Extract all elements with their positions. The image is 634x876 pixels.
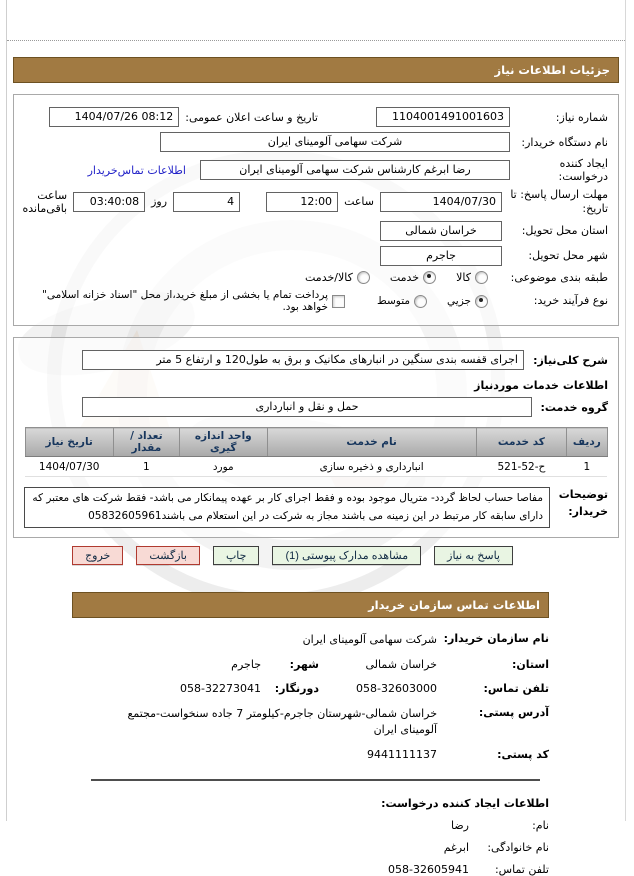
delivery-province-label: استان محل تحویل: [521, 223, 608, 237]
need-description-field[interactable]: اجرای قفسه بندی سنگین در انبارهای مکانیک و برق به طول120 و ارتفاع 5 متر [82, 350, 524, 370]
city-value: جاجرم [231, 658, 261, 672]
col-date: تاریخ نیاز [25, 428, 113, 457]
need-number-label: شماره نیاز: [555, 110, 608, 124]
city-label: شهر: [289, 658, 319, 672]
col-code: کد خدمت [476, 428, 567, 457]
request-creator-section [90, 797, 549, 876]
radio-selected-icon[interactable] [475, 295, 488, 308]
cell-code: ح-52-521 [476, 457, 567, 477]
reply-to-need-button[interactable]: پاسخ به نیاز [434, 546, 513, 565]
fax-value: 058-32273041 [180, 682, 261, 696]
service-group-row [24, 397, 608, 417]
view-attachments-button[interactable]: مشاهده مدارک پیوستی (1) [272, 546, 421, 565]
deadline-hour-field[interactable]: 12:00 [266, 192, 338, 212]
radio-option-label: کالا/خدمت [305, 270, 353, 284]
radio-option-service[interactable] [390, 271, 436, 284]
service-group-field[interactable]: حمل و نقل و انبارداری [82, 397, 532, 417]
print-button[interactable]: چاپ [213, 546, 260, 565]
radio-option-label: خدمت [389, 270, 420, 284]
org-name-value: شرکت سهامی آلومینای ایران [302, 632, 437, 646]
services-table [25, 427, 608, 477]
creator-phone-label: تلفن تماس: [494, 863, 549, 876]
creator-label: ایجاد کننده درخواست: [558, 157, 608, 183]
services-panel [13, 337, 619, 538]
delivery-city-label: شهر محل تحویل: [528, 248, 608, 262]
cell-row: 1 [567, 457, 607, 477]
purchase-process-label: نوع فرآیند خرید: [533, 294, 608, 308]
buyer-name-field[interactable]: شرکت سهامی آلومینای ایران [160, 132, 510, 152]
announce-datetime-field[interactable]: 1404/07/26 08:12 [49, 107, 179, 127]
buyer-notes-label: توضیحات خریدار: [558, 488, 608, 518]
creator-row [24, 157, 608, 183]
service-group-label: گروه خدمت: [540, 400, 608, 414]
treasury-checkbox-label: پرداخت تمام یا بخشی از مبلغ خرید،از محل "اسناد خزانه اسلامی" خواهد بود. [42, 289, 329, 314]
org-name-label: نام سازمان خریدار: [443, 631, 549, 645]
need-details-panel [13, 94, 619, 326]
col-row: ردیف [567, 428, 607, 457]
need-description-label: شرح کلی‌نیاز: [533, 353, 608, 367]
creator-phone-value: 058-32605941 [388, 863, 469, 876]
radio-option-goods[interactable] [456, 271, 488, 284]
need-description-row [24, 350, 608, 370]
delivery-city-row [24, 246, 608, 266]
need-number-row [24, 107, 608, 127]
cell-date: 1404/07/30 [25, 457, 113, 477]
col-unit: واحد اندازه گیری [179, 428, 267, 457]
radio-icon[interactable] [475, 271, 488, 284]
section-header-need-details [13, 57, 619, 83]
table-row [25, 457, 607, 477]
action-buttons [7, 546, 513, 565]
delivery-province-row [24, 221, 608, 241]
section-header-buyer-contact [72, 592, 549, 618]
request-creator-heading: اطلاعات ایجاد کننده درخواست: [381, 797, 549, 811]
radio-option-medium[interactable] [377, 295, 427, 308]
page-top-divider [7, 0, 625, 41]
exit-button[interactable]: خروج [72, 546, 123, 565]
back-button[interactable]: بازگشت [136, 546, 200, 565]
classification-row [24, 271, 608, 285]
last-name-label: نام خانوادگی: [487, 841, 549, 855]
col-name: نام خدمت [267, 428, 476, 457]
creator-field[interactable]: رضا ابرغم کارشناس شرکت سهامی آلومینای ایران [200, 160, 510, 180]
delivery-province-field[interactable]: خراسان شمالی [380, 221, 502, 241]
services-table-header [25, 428, 607, 457]
province-value: خراسان شمالی [365, 658, 437, 672]
deadline-hour-label: ساعت [344, 195, 374, 209]
phone-label: تلفن تماس: [483, 682, 549, 696]
page [6, 0, 626, 876]
address-label: آدرس پستی: [478, 706, 549, 720]
first-name-label: نام: [532, 819, 549, 833]
need-number-field[interactable]: 1104001491001603 [376, 107, 510, 127]
org-name-row [90, 632, 549, 647]
cell-unit: مورد [179, 457, 267, 477]
remaining-time-label: ساعت باقی‌مانده [22, 188, 68, 215]
purchase-process-row [24, 289, 608, 313]
province-city-row [90, 658, 549, 671]
buyer-contact-link[interactable]: اطلاعات تماس‌خریدار [87, 163, 186, 177]
section-title: جزئیات اطلاعات نیاز [494, 63, 610, 77]
cell-quantity: 1 [113, 457, 179, 477]
radio-option-partial[interactable] [447, 295, 488, 308]
deadline-day-label: روز [151, 195, 168, 209]
fax-label: دورنگار: [274, 682, 319, 696]
services-heading: اطلاعات خدمات موردنیاز [474, 379, 608, 393]
province-label: استان: [512, 658, 549, 672]
postal-code-row [90, 748, 549, 761]
classification-label: طبقه بندی موضوعی: [510, 270, 608, 284]
announce-label: تاریخ و ساعت اعلان عمومی: [185, 110, 318, 124]
deadline-days-field[interactable]: 4 [173, 192, 240, 212]
delivery-city-field[interactable]: جاجرم [380, 246, 502, 266]
buyer-notes-row [24, 487, 608, 528]
last-name-row [90, 841, 549, 854]
checkbox-icon[interactable] [332, 295, 345, 308]
radio-selected-icon[interactable] [423, 271, 436, 284]
postal-code-label: کد پستی: [497, 748, 549, 762]
deadline-row [24, 188, 608, 216]
radio-option-label: متوسط [377, 295, 411, 308]
radio-icon[interactable] [357, 271, 370, 284]
deadline-date-field[interactable]: 1404/07/30 [380, 192, 502, 212]
treasury-checkbox-option[interactable] [24, 289, 345, 313]
buyer-name-row [24, 132, 608, 152]
first-name-value: رضا [450, 819, 469, 833]
phone-value: 058-32603000 [356, 682, 437, 696]
cell-name: انبارداری و ذخیره سازی [267, 457, 476, 477]
radio-option-label: کالا [456, 270, 471, 284]
remaining-time-field[interactable]: 03:40:08 [73, 192, 145, 212]
postal-code-value: 9441111137 [367, 748, 437, 762]
last-name-value: ابرغم [443, 841, 469, 855]
section-title: اطلاعات تماس سازمان خریدار [368, 597, 540, 612]
buyer-notes-field[interactable]: مفاصا حساب لحاظ گردد- متریال موجود بوده و فقط اجرای کار بر عهده پیمانکار می باشد- فقط شرکت های معتبر که دارای سابقه کار مرتبط در این زمینه می باشند مجاز به شرکت در این استعلام می باشند05832605961 [24, 487, 550, 528]
phone-fax-row [90, 682, 549, 695]
section-divider [91, 779, 540, 781]
radio-option-goods-service[interactable] [305, 271, 370, 284]
buyer-contact-section [90, 632, 549, 761]
creator-phone-row [90, 863, 549, 876]
col-quantity: تعداد / مقدار [113, 428, 179, 457]
buyer-name-label: نام دستگاه خریدار: [521, 135, 608, 149]
address-value: خراسان شمالی-شهرستان جاجرم-کیلومتر 7 جاده سنخواست-مجتمع آلومینای ایران [127, 707, 437, 736]
deadline-label: مهلت ارسال پاسخ: تا تاریخ: [510, 188, 608, 215]
radio-option-label: جزیي [447, 295, 471, 308]
radio-icon[interactable] [414, 295, 427, 308]
address-row [90, 706, 549, 737]
